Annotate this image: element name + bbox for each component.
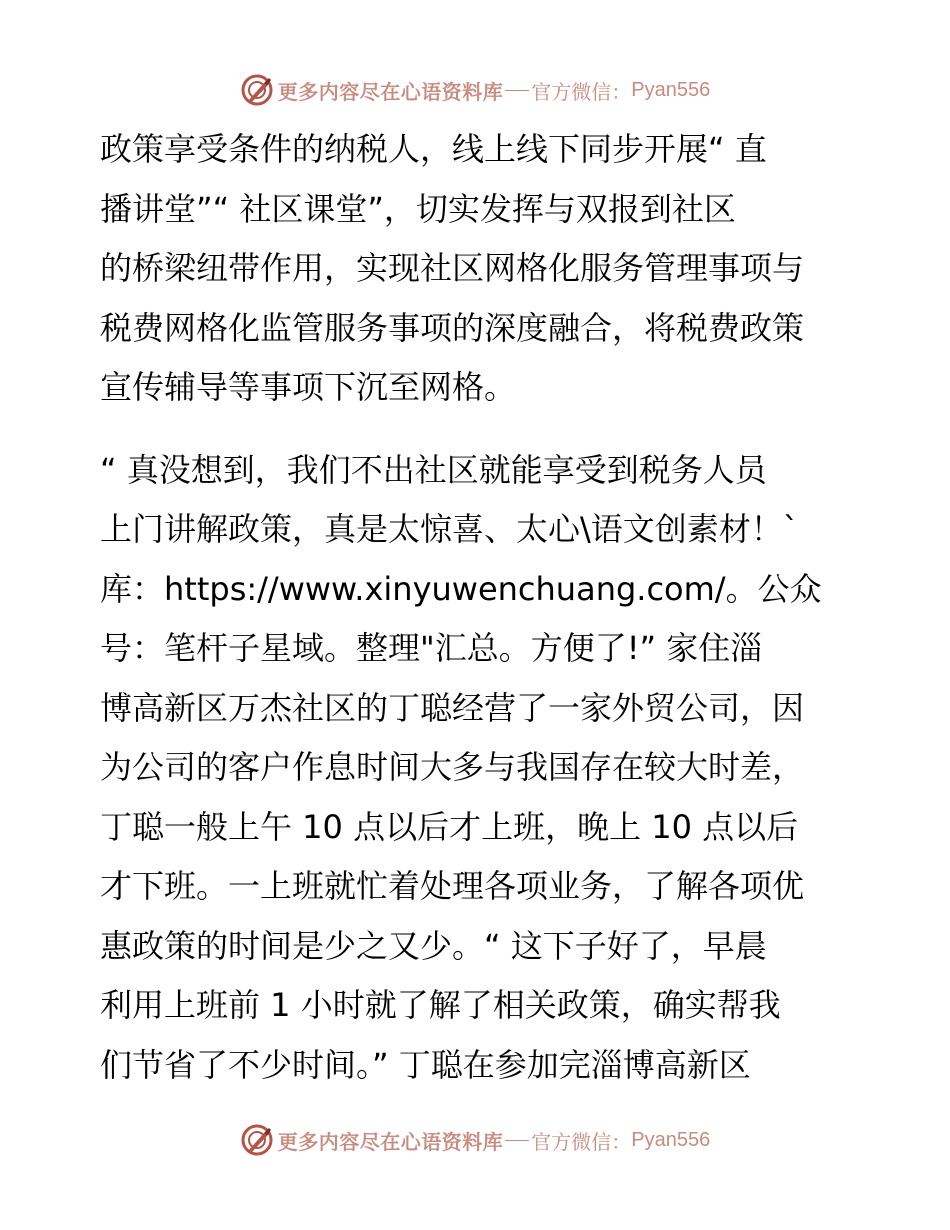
text-line: 播讲堂”“ 社区课堂”，切实发挥与双报到社区 <box>100 189 736 228</box>
footer-divider <box>505 1140 529 1141</box>
text-line: 为公司的客户作息时间大多与我国存在较大时差， <box>100 748 805 786</box>
text-line: 政策享受条件的纳税人，线上线下同步开展“ 直 <box>100 130 767 168</box>
text-line: 利用上班前 1 小时就了解了相关政策，确实帮我 <box>100 986 781 1024</box>
header-site-text: 更多内容尽在心语资料库 <box>277 79 504 104</box>
header-divider <box>505 90 529 91</box>
footer-wechat-id: Pyan556 <box>631 1128 711 1151</box>
logo-icon <box>240 73 274 107</box>
text-line: 惠政策的时间是少之又少。“ 这下子好了，早晨 <box>100 926 767 965</box>
text-line: 才下班。一上班就忙着处理各项业务，了解各项优 <box>100 867 805 905</box>
text-line: 库：https://www.xinyuwenchuang.com/。公众 <box>100 569 822 608</box>
paragraph-2 <box>100 441 860 1096</box>
text-line: 博高新区万杰社区的丁聪经营了一家外贸公司，因 <box>100 688 805 727</box>
logo-icon <box>240 1123 274 1157</box>
document-body <box>100 120 860 1095</box>
footer-watermark-banner <box>0 1120 950 1160</box>
text-line: 的桥梁纽带作用，实现社区网格化服务管理事项与 <box>100 249 805 287</box>
text-line: 上门讲解政策，真是太惊喜、太心\语文创素材！` <box>100 510 799 548</box>
header-watermark-banner <box>0 70 950 110</box>
text-line: “ 真没想到，我们不出社区就能享受到税务人员 <box>100 450 767 489</box>
paragraph-1 <box>100 120 860 418</box>
text-line: 宣传辅导等事项下沉至网格。 <box>100 368 517 406</box>
text-line: 们节省了不少时间。” 丁聪在参加完淄博高新区 <box>100 1045 751 1084</box>
header-wechat-id: Pyan556 <box>631 78 711 101</box>
text-line: 号：笔杆子星域。整理"汇总。方便了!” 家住淄 <box>100 629 763 667</box>
footer-site-text: 更多内容尽在心语资料库 <box>277 1129 504 1154</box>
header-official-label: 官方微信： <box>531 79 632 104</box>
footer-official-label: 官方微信： <box>531 1129 632 1154</box>
text-line: 税费网格化监管服务事项的深度融合，将税费政策 <box>100 308 805 347</box>
text-line: 丁聪一般上午 10 点以后才上班，晚上 10 点以后 <box>100 807 799 846</box>
